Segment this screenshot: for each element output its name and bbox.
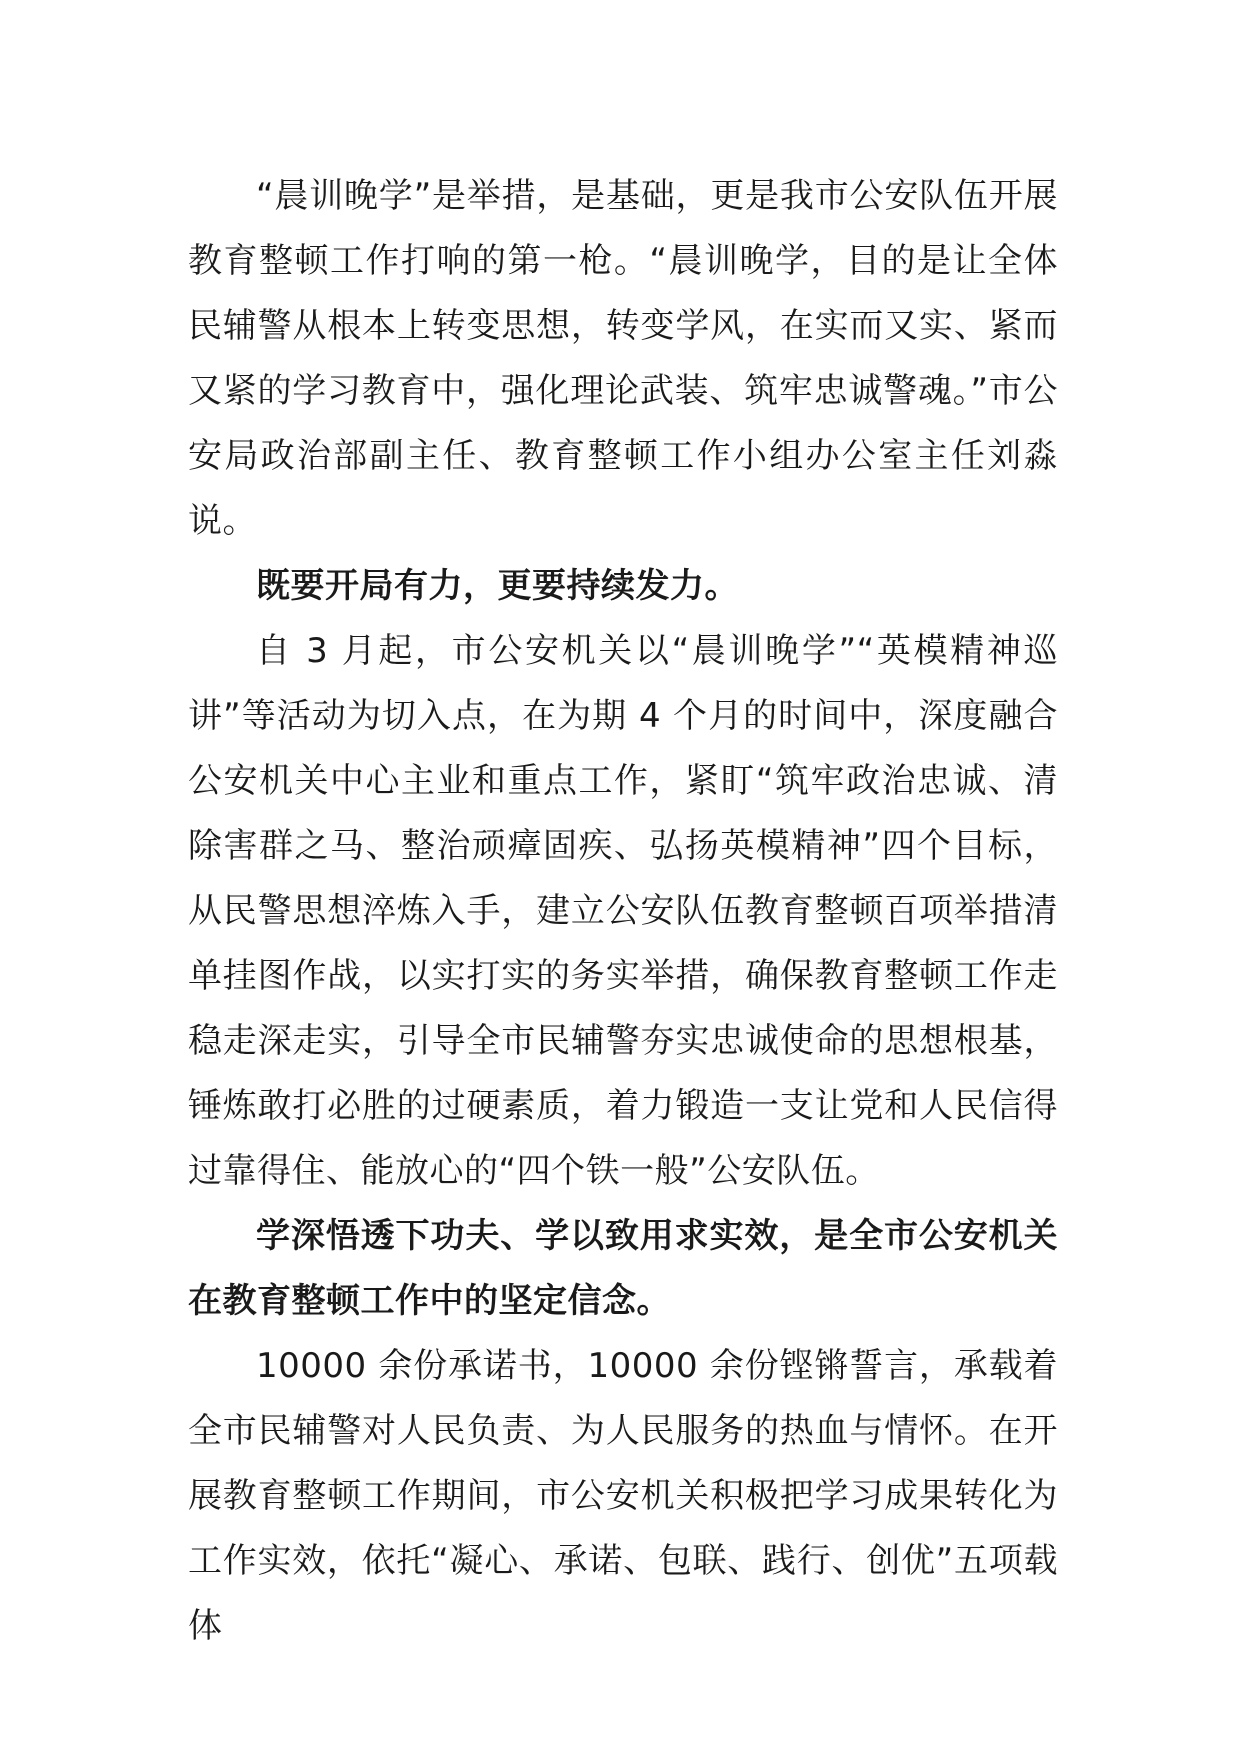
paragraph-march-activities: 自 3 月起，市公安机关以“晨训晚学”“英模精神巡讲”等活动为切入点，在为期 4 个月的时间中，深度融合公安机关中心主业和重点工作，紧盯“筑牢政治忠诚、清除害群之马、整治顽瘴固疾、弘扬英模精神”四个目标，从民警思想淬炼入手，建立公安队伍教育整顿百项举措清单挂图作战，以实打实的务实举措，确保教育整顿工作走稳走深走实，引导全市民辅警夯实忠诚使命的思想根基，锤炼敢打必胜的过硬素质，着力锻造一支让党和人民信得过靠得住、能放心的“四个铁一般”公安队伍。 [188,631,1058,1191]
document-body [188,164,1058,1659]
paragraph-heading-kaiju: 既要开局有力，更要持续发力。 [256,566,739,606]
paragraph-chenxun-wanxue: “晨训晚学”是举措，是基础，更是我市公安队伍开展教育整顿工作打响的第一枪。“晨训晚学，目的是让全体民辅警从根本上转变思想，转变学风，在实而又实、紧而又紧的学习教育中，强化理论武装、筑牢忠诚警魂。”市公安局政治部副主任、教育整顿工作小组办公室主任刘淼说。 [188,176,1058,541]
paragraph-pledges: 10000 余份承诺书，10000 余份铿锵誓言，承载着全市民辅警对人民负责、为人民服务的热血与情怀。在开展教育整顿工作期间，市公安机关积极把学习成果转化为工作实效，依托“凝心、承诺、包联、践行、创优”五项载体 [188,1346,1058,1646]
paragraph-heading-xueshen: 学深悟透下功夫、学以致用求实效，是全市公安机关在教育整顿工作中的坚定信念。 [188,1216,1058,1321]
